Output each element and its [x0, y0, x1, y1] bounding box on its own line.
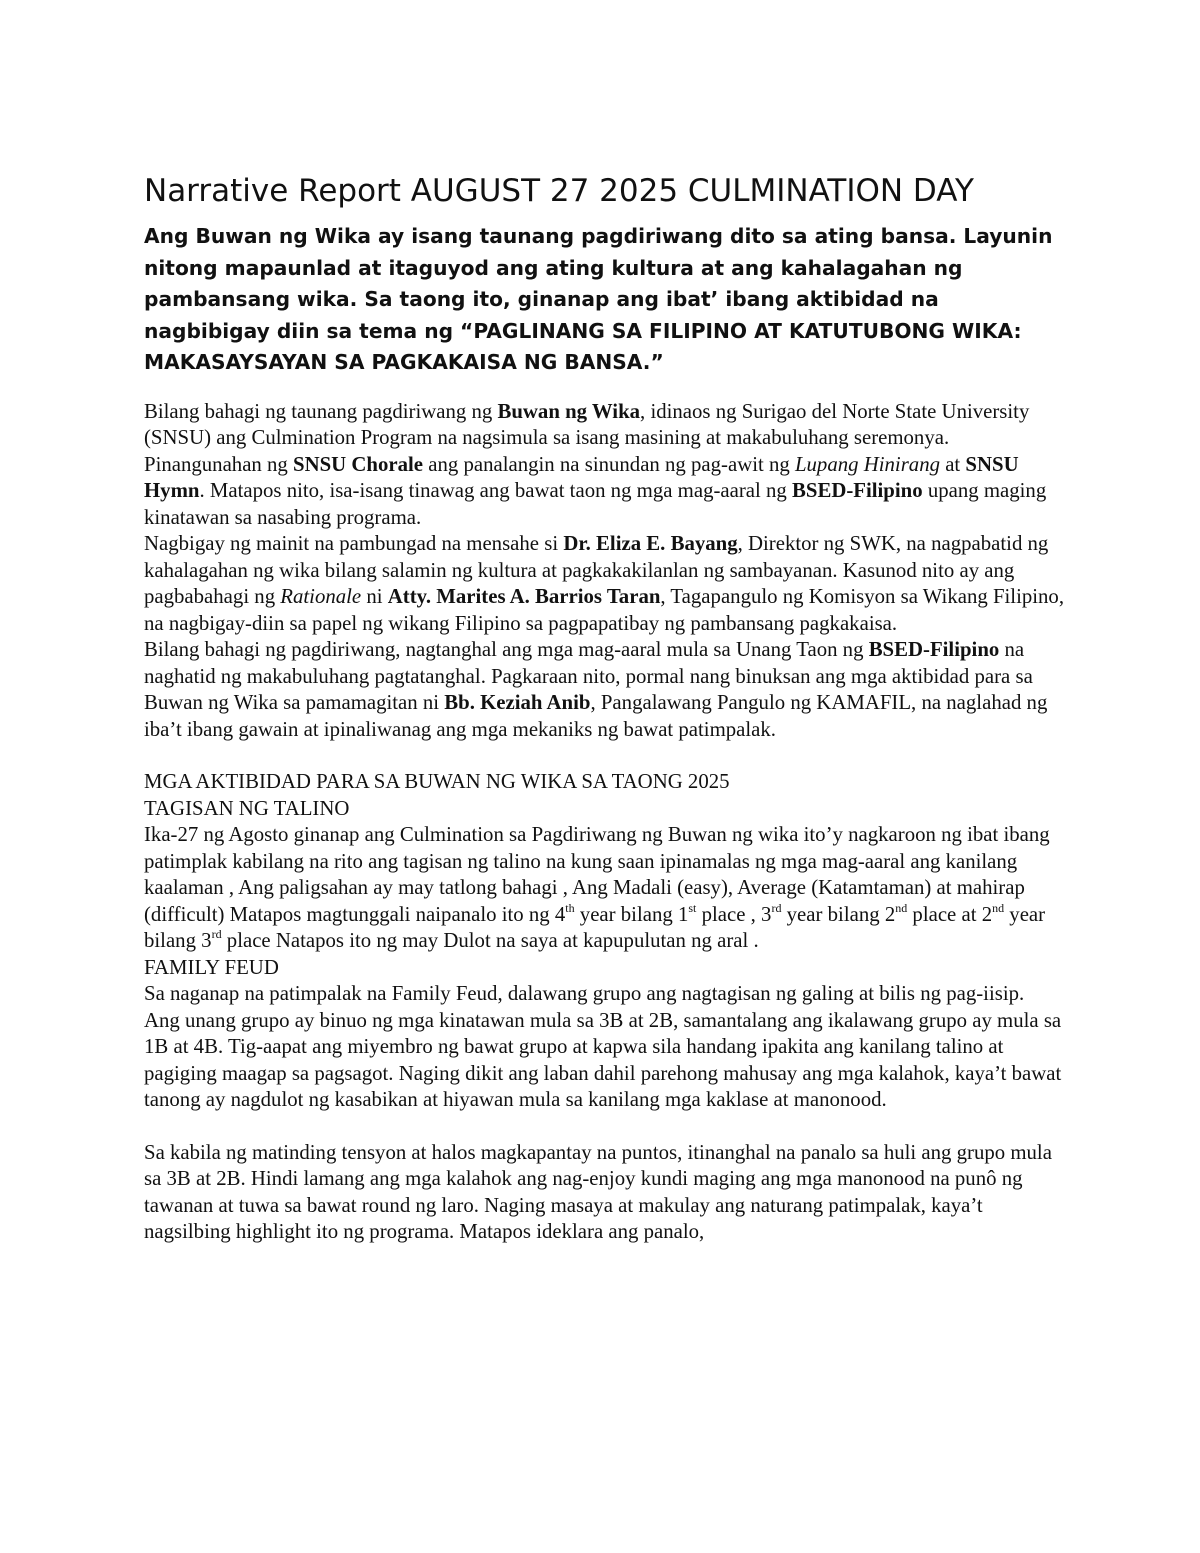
- document-content: [144, 168, 1064, 1246]
- text-run: , Tagapangulo ng Komisyon sa Wikang Filipino, na nagbigay-diin sa papel ng wikang Filipino sa pagpapatibay ng pambansang pagkakaisa.: [144, 585, 1065, 635]
- bold-run: Bb. Keziah Anib: [444, 691, 591, 714]
- text-run: ang panalangin na sinundan ng pag-awit ng: [423, 452, 795, 476]
- text-run: . Matapos nito, isa-isang tinawag ang bawat taon ng mga mag-aaral ng: [199, 479, 793, 502]
- superscript: rd: [771, 900, 782, 915]
- paragraph-family-feud-2: Sa kabila ng matinding tensyon at halos magkapantay na puntos, itinanghal na panalo sa huli ang grupo mula sa 3B at 2B. Hindi lamang ang mga kalahok ang nag-enjoy kundi maging ang mga manonood na punô ng tawanan at tuwa sa bawat round ng laro. Naging masaya at makulay ang naturang patimpalak, kaya’t nagsilbing highlight ito ng programa. Matapos ideklara ang panalo,: [144, 1140, 1052, 1243]
- superscript: nd: [895, 900, 908, 915]
- text-run: place at 2: [907, 902, 993, 926]
- intro-theme: PAGLINANG SA FILIPINO AT KATUTUBONG WIKA: MAKASAYSAYAN SA PAGKAKAISA NG BANSA.”: [144, 318, 1022, 374]
- bold-run: BSED-Filipino: [868, 638, 1000, 661]
- paragraph-family-feud-1: Sa naganap na patimpalak na Family Feud, dalawang grupo ang nagtagisan ng galing at bilis ng pag-iisip. Ang unang grupo ay binuo ng mga kinatawan mula sa 3B at 2B, samantalang ang ikalawang grupo ay mula sa 1B at 4B. Tig-aapat ang miyembro ng bawat grupo at kapwa sila handang ipakita ang kanilang talino at pagiging maagap sa pagsagot. Naging dikit ang laban dahil parehong mahusay ang mga kalahok, kaya’t bawat tanong ay nagdulot ng kasabikan at hiyawan mula sa kanilang mga kaklase at manonood.: [144, 982, 1062, 1111]
- superscript: nd: [992, 900, 1005, 915]
- text-run: year bilang 1: [574, 902, 689, 926]
- page-title: Narrative Report AUGUST 27 2025 CULMINATION DAY: [144, 173, 974, 209]
- paragraph-opening: [144, 399, 1064, 532]
- text-run: Bilang bahagi ng taunang pagdiriwang ng: [144, 399, 498, 423]
- paragraph-tagisan: [144, 822, 1064, 955]
- bold-run: SNSU Chorale: [293, 452, 424, 476]
- body-section: [144, 399, 1064, 1246]
- paragraph-performance: [144, 637, 1064, 743]
- text-run: place Natapos ito ng may Dulot na saya at kapupulutan ng aral .: [221, 929, 759, 952]
- intro-paragraph: [144, 221, 1064, 379]
- bold-run: Buwan ng Wika: [497, 399, 641, 423]
- text-run: Nagbigay ng mainit na pambungad na mensahe si: [144, 532, 564, 555]
- italic-run: Rationale: [280, 585, 362, 608]
- text-run: , Pangalawang Pangulo ng KAMAFIL, na naglahad ng iba’t ibang gawain at ipinaliwanag ang mga mekaniks ng bawat patimpalak.: [144, 691, 1048, 741]
- paragraph-welcome: [144, 531, 1064, 637]
- text-run: Ika-27 ng Agosto ginanap ang Culmination sa Pagdiriwang ng Buwan ng wika ito’y nagkaroon ng ibat ibang patimplak kabilang na rito ang tagisan ng talino na kung saan ipinamalas ng mga mag-aaral ang kanilang kaalaman , Ang paligsahan ay may tatlong bahagi , Ang Madali (easy), Average (Katamtaman) at mahirap (difficult) Matapos magtunggali naipanalo ito ng 4: [144, 823, 1050, 926]
- text-run: year bilang 2: [781, 902, 896, 926]
- family-feud-heading: FAMILY FEUD: [144, 955, 279, 979]
- text-run: place , 3: [696, 902, 772, 926]
- intro-text: Ang Buwan ng Wika ay isang taunang pagdiriwang dito sa ating bansa. Layunin nitong mapaunlad at itaguyod ang ating kultura at ang kahalagahan ng pambansang wika. Sa taong ito, ginanap ang ibat’ ibang aktibidad na nagbibigay diin sa tema ng “: [144, 224, 1053, 343]
- superscript: th: [565, 900, 575, 915]
- activities-heading: MGA AKTIBIDAD PARA SA BUWAN NG WIKA SA TAONG 2025: [144, 770, 730, 793]
- blank-line: [144, 743, 1064, 769]
- tagisan-heading: TAGISAN NG TALINO: [144, 796, 350, 820]
- text-run: Bilang bahagi ng pagdiriwang, nagtanghal ang mga mag-aaral mula sa Unang Taon ng: [144, 638, 869, 661]
- text-run: , idinaos ng Surigao del Norte State University (SNSU) ang Culmination Program na nagsimula sa isang masining at makabuluhang seremonya. Pinangunahan ng: [144, 399, 1030, 476]
- text-run: year bilang 3: [144, 902, 1046, 952]
- blank-line: [144, 1114, 1064, 1140]
- text-run: na naghatid ng makabuluhang pagtatanghal. Pagkaraan nito, pormal nang binuksan ang mga aktibidad para sa Buwan ng Wika sa pamamagitan ni: [144, 638, 1033, 714]
- bold-run: Dr. Eliza E. Bayang: [563, 532, 738, 555]
- bold-run: SNSU Hymn: [144, 452, 1019, 502]
- bold-run: Atty. Marites A. Barrios Taran: [387, 585, 661, 608]
- italic-run: Lupang Hinirang: [794, 452, 940, 476]
- text-run: ni: [361, 585, 388, 608]
- text-run: , Direktor ng SWK, na nagpabatid ng kahalagahan ng wika bilang salamin ng kultura at pagkakakilanlan ng sambayanan. Kasunod nito ay ang pagbabahagi ng: [144, 532, 1049, 608]
- text-run: upang maging kinatawan sa nasabing programa.: [144, 479, 1047, 529]
- superscript: st: [688, 900, 697, 915]
- superscript: rd: [211, 927, 222, 942]
- bold-run: BSED-Filipino: [792, 479, 923, 502]
- text-run: at: [940, 452, 966, 476]
